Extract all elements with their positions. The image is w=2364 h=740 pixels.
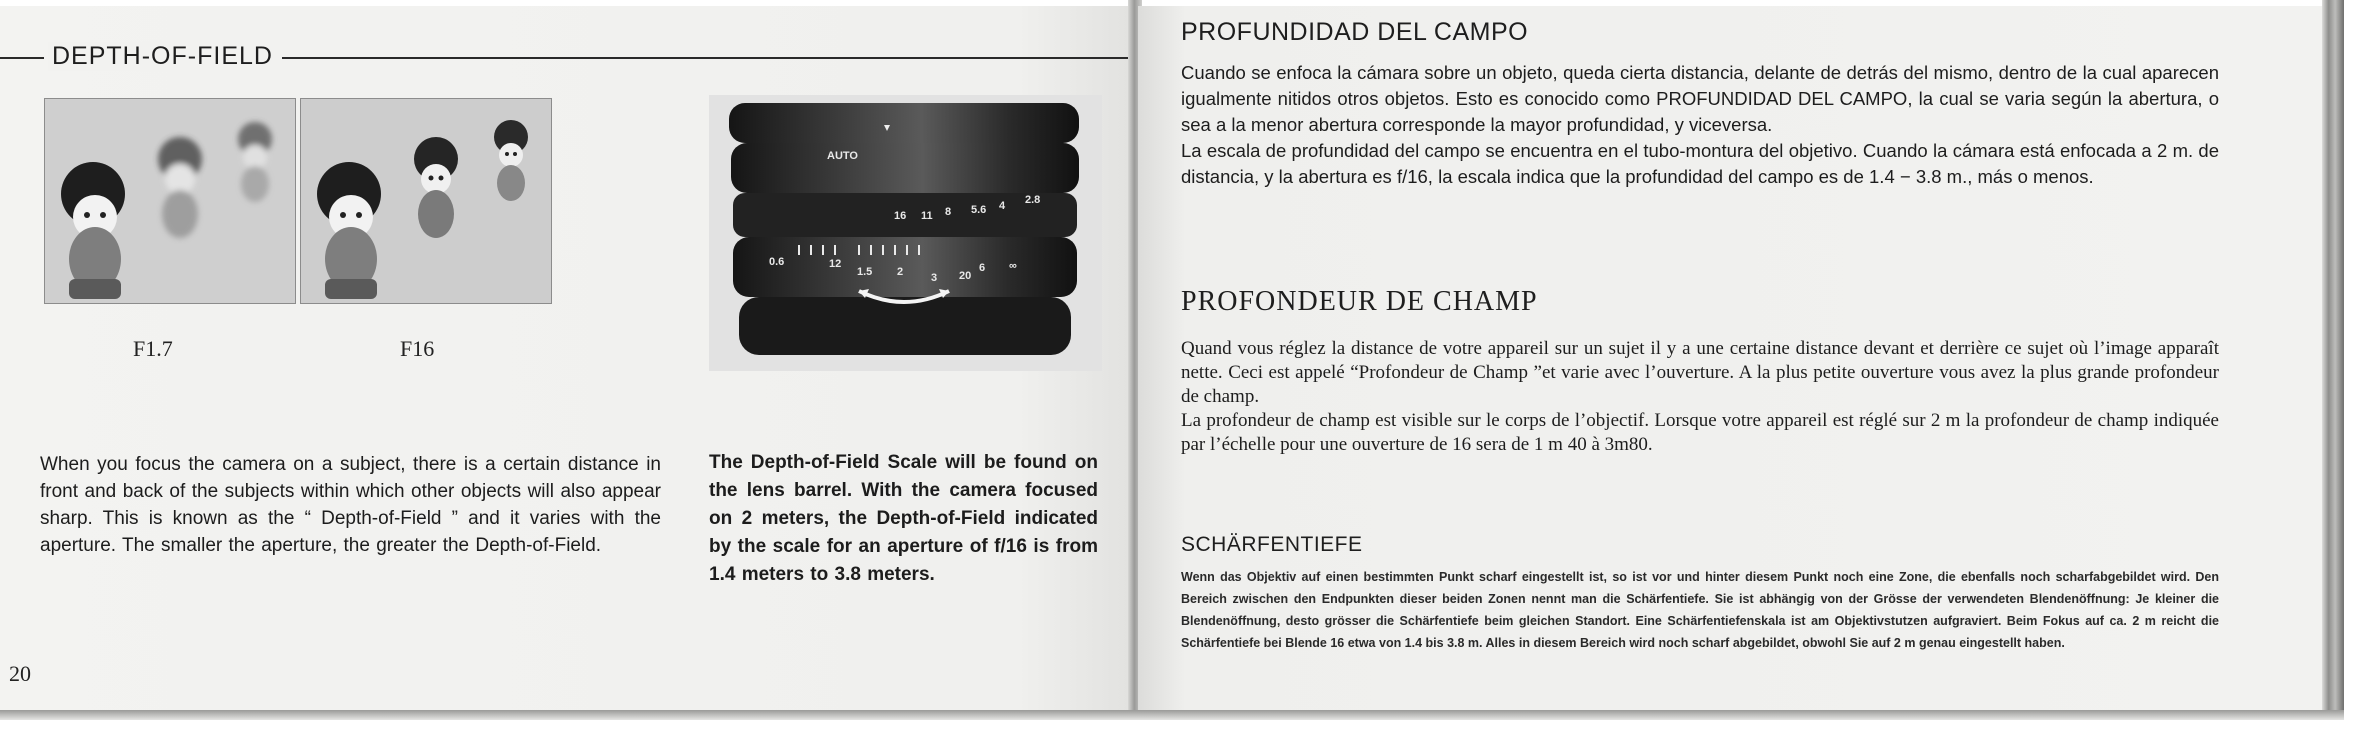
- paragraph-german: Wenn das Objektiv auf einen bestimmten Punkt scharf eingestellt ist, so ist vor und hinter diesem Punkt noch eine Zone, die ebenfalls noch scharfabgebildet wird. Den Bereich zwischen den Endpunkten dieser beiden Zonen nennt man die Schärfentiefe. Sie ist abhängig von der Grösse der verwendeten Blendenöffnung: Je kleiner die Blendenöffnung, desto grösser die Schärfentiefe beim gleichen Standort. Eine Schärfentiefenskala ist am Objektivstutzen aufgraviert. Beim Fokus auf ca. 2 m reicht die Schärfentiefe bei Blende 16 etwa von 1.4 bis 3.8 m. Alles in diesem Bereich wird noch scharf abgebildet, obwohl Sie auf 2 m genau eingestellt haben.: [1181, 570, 2219, 650]
- lens-barrel-photo: [709, 95, 1102, 371]
- lens-distance-6: 6: [979, 262, 986, 274]
- paragraph-depth-of-field-scale: The Depth-of-Field Scale will be found on the lens barrel. With the camera focused on 2 meters, the Depth-of-Field indicated by the scale for an aperture of f/16 is from 1.4 meters to 3.8 meters.: [709, 452, 1098, 585]
- section-title: DEPTH-OF-FIELD: [48, 42, 277, 71]
- right-page: [1138, 6, 2324, 712]
- lens-distance-20: 20: [959, 270, 972, 282]
- dolls-deep-dof-illustration: [301, 99, 551, 303]
- lens-aperture-16: 16: [894, 210, 907, 222]
- paragraph-french-1: Quand vous réglez la distance de votre appareil sur un sujet il y a une certaine distance devant et derrière ce sujet où l’image apparaît nette. Ceci est appelé “Profondeur de Champ ”et varie avec l’ouverture. A la plus petite ouverture vous avez la plus grande profondeur de champ.: [1181, 338, 2219, 407]
- paragraph-depth-of-field-intro: When you focus the camera on a subject, there is a certain distance in front and back of the subjects within which other objects will also appear sharp. This is known as the “ Depth-of-Field ” and it varies with the aperture. The smaller the aperture, the greater the Depth-of-Field.: [40, 454, 661, 556]
- lens-aperture-11: 11: [921, 210, 933, 222]
- paragraph-spanish-1: Cuando se enfoca la cámara sobre un objeto, queda cierta distancia, delante de detrás del mismo, dentro de la cual aparecen igualmente nitidos otros objetos. Esto es conocido como PROFUNDIDAD DEL CAMPO, la cual se varia según la abertura, o sea a la menor abertura corresponde la mayor profundidad, y viceversa.: [1181, 62, 2219, 135]
- heading-rule-right: [282, 57, 1130, 59]
- text-spanish: [1181, 60, 2219, 190]
- lens-label-auto: AUTO: [827, 150, 858, 162]
- left-page: [0, 6, 1130, 712]
- page-number: 20: [9, 661, 31, 686]
- paragraph-spanish-2: La escala de profundidad del campo se encuentra en el tubo-montura del objetivo. Cuando la cámara está enfocada a 2 m. de distancia, y la abertura es f/16, la escala indica que la profundidad del campo es de 1.4 − 3.8 m., más o menos.: [1181, 140, 2219, 187]
- lens-aperture-8: 8: [945, 206, 952, 218]
- heading-rule-left: [0, 57, 44, 59]
- photo-f16: [300, 98, 552, 304]
- lens-distance-12: 12: [829, 258, 842, 270]
- page-edge: [2322, 0, 2344, 718]
- paragraph-french-2: La profondeur de champ est visible sur le corps de l’objectif. Lorsque votre appareil est réglé sur 2 m la profondeur de champ indiquée par l’échelle pour une ouverture de 16 sera de 1 m 40 à 3m80.: [1181, 410, 2219, 455]
- lens-distance-0-6: 0.6: [769, 256, 785, 268]
- page-shadow: [0, 710, 2344, 720]
- lens-distance-1-5: 1.5: [857, 266, 873, 278]
- lens-distance-2: 2: [897, 266, 904, 278]
- lens-distance-3: 3: [931, 272, 938, 284]
- caption-f1-7: F1.7: [133, 336, 173, 361]
- caption-f16: F16: [400, 336, 435, 361]
- title-french: PROFONDEUR DE CHAMP: [1181, 286, 1538, 317]
- lens-aperture-5-6: 5.6: [971, 204, 987, 216]
- photo-f1-7: [44, 98, 296, 304]
- lens-distance-inf: ∞: [1009, 260, 1017, 272]
- lens-aperture-4: 4: [999, 200, 1006, 212]
- lens-aperture-2-8: 2.8: [1025, 194, 1041, 206]
- dolls-shallow-dof-illustration: [45, 99, 295, 303]
- title-german: SCHÄRFENTIEFE: [1181, 533, 1363, 556]
- text-french: [1181, 337, 2219, 457]
- lens-barrel-illustration: [709, 95, 1102, 371]
- title-spanish: PROFUNDIDAD DEL CAMPO: [1181, 18, 1529, 46]
